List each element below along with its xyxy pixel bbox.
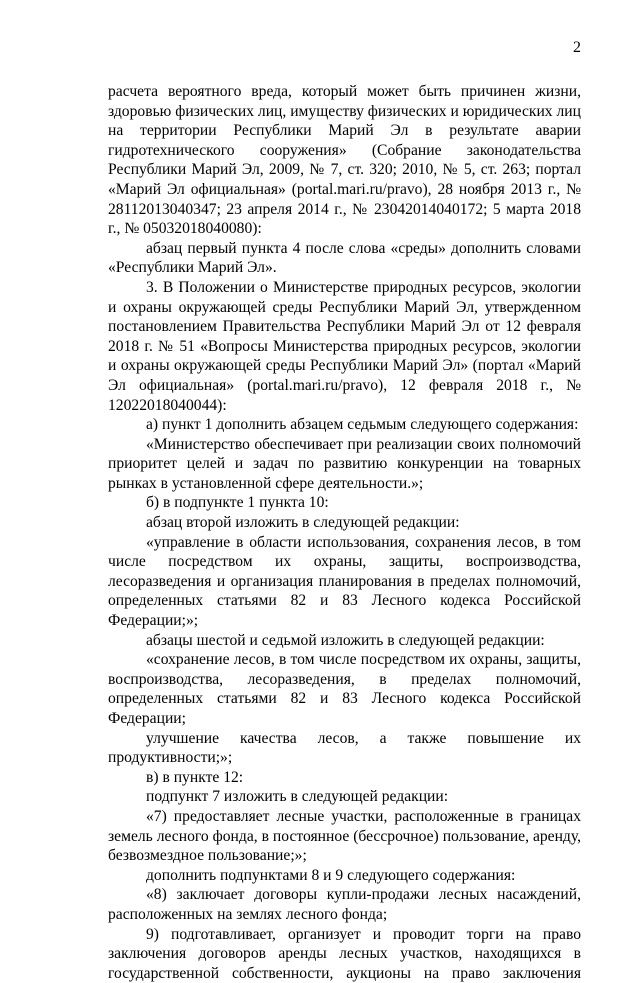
paragraph: б) в подпункте 1 пункта 10: <box>146 494 329 512</box>
paragraph: подпункт 7 изложить в следующей редакции: <box>146 788 449 806</box>
paragraph: 9) подготавливает, организует и проводит торги на право заключения договоров аренды лесных участков, находящихся в государственной собственности, аукционы на право заключения <box>108 925 581 982</box>
paragraph: «8) заключает договоры купли-продажи лесных насаждений, расположенных на землях лесного фонда; <box>108 886 581 923</box>
page-number: 2 <box>573 39 581 56</box>
paragraph: дополнить подпунктами 8 и 9 следующего содержания: <box>146 866 516 884</box>
paragraph: в) в пункте 12: <box>146 768 244 786</box>
paragraph: 3. В Положении о Министерстве природных ресурсов, экологии и охраны окружающей среды Республики Марий Эл, утвержденном постановлением Правительства Республики Марий Эл от 12 февраля 2018 г. № 51 «Вопросы Министерства природных ресурсов, экологии и охраны окружающей среды Республики Марий Эл» (портал «Марий Эл официальная» (portal.mari.ru/pravo), 12 февраля 2018 г., № 12022018040044): <box>108 278 581 414</box>
document-body <box>108 82 581 983</box>
paragraph: «7) предоставляет лесные участки, расположенные в границах земель лесного фонда, в постоянное (бессрочное) пользование, аренду, безвозмездное пользование;»; <box>108 807 581 865</box>
paragraph: улучшение качества лесов, а также повышение их продуктивности;»; <box>108 729 581 767</box>
paragraph: абзацы шестой и седьмой изложить в следующей редакции: <box>146 631 545 649</box>
paragraph: абзац второй изложить в следующей редакции: <box>146 514 460 532</box>
paragraph: а) пункт 1 дополнить абзацем седьмым следующего содержания: <box>146 416 579 434</box>
paragraph: «сохранение лесов, в том числе посредством их охраны, защиты, воспроизводства, лесоразведения, в пределах полномочий, определенных статьями 82 и 83 Лесного кодекса Российской Федерации; <box>108 651 581 727</box>
paragraph: расчета вероятного вреда, который может быть причинен жизни, здоровью физических лиц, имуществу физических и юридических лиц на территории Республики Марий Эл в результате аварии гидротехнического сооружения» (Собрание законодательства Республики Марий Эл, 2009, № 7, ст. 320; 2010, № 5, ст. 263; портал «Марий Эл официальная» (portal.mari.ru/pravo), 28 ноября 2013 г., № 28112013040347; 23 апреля 2014 г., № 23042014040172; 5 марта 2018 г., № 05032018040080): <box>108 83 581 238</box>
paragraph: «Министерство обеспечивает при реализации своих полномочий приоритет целей и задач по развитию конкуренции на товарных рынках в установленной сфере деятельности.»; <box>108 435 581 492</box>
paragraph: абзац первый пункта 4 после слова «среды» дополнить словами «Республики Марий Эл». <box>108 239 581 277</box>
paragraph: «управление в области использования, сохранения лесов, в том числе посредством их охраны, защиты, воспроизводства, лесоразведения и организация планирования в пределах полномочий, определенных статьями 82 и 83 Лесного кодекса Российской Федерации;»; <box>108 533 581 630</box>
